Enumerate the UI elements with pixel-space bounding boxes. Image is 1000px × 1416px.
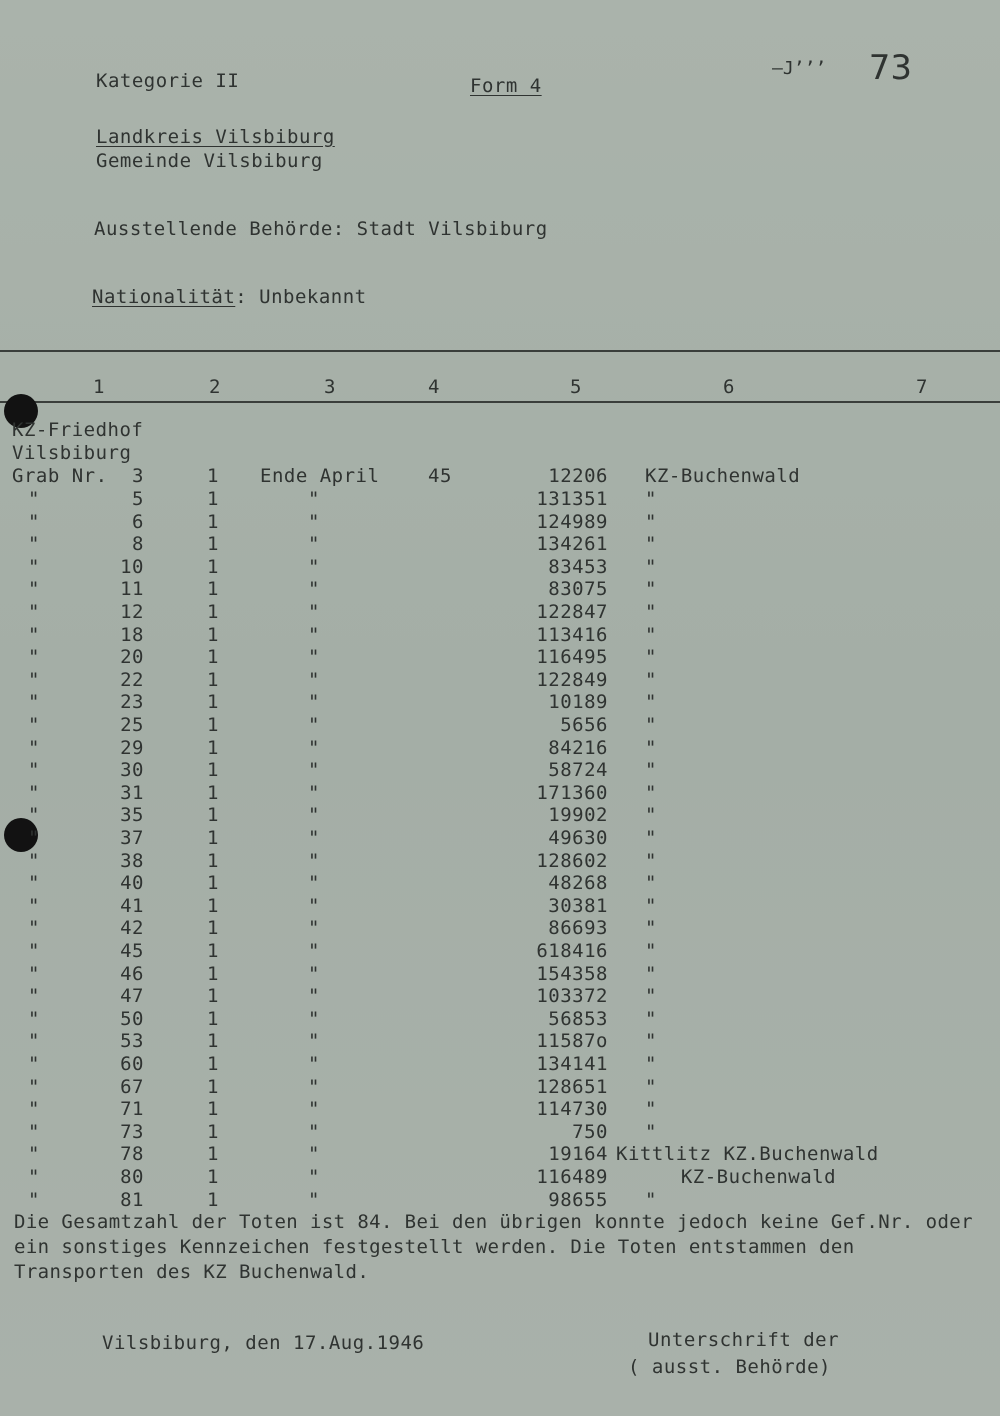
count: 1 [207, 827, 219, 849]
table-row [0, 1008, 1000, 1030]
table-row [0, 759, 1000, 781]
year: 45 [428, 465, 452, 487]
count: 1 [207, 646, 219, 669]
table-top-rule [0, 350, 1000, 352]
ditto-mark: " [28, 1007, 40, 1030]
grave-label: Grab Nr. [12, 465, 108, 487]
count: 1 [207, 578, 219, 601]
ditto-mark: " [28, 578, 40, 601]
ditto-mark: " [28, 668, 40, 691]
location-line-2: Vilsbiburg [12, 442, 132, 464]
count: 1 [207, 714, 219, 736]
table-row [0, 1030, 1000, 1052]
date: " [308, 646, 320, 669]
camp: " [645, 1075, 657, 1098]
prisoner-number: 58724 [548, 759, 608, 782]
grave-number: 42 [120, 917, 144, 940]
prisoner-number: 49630 [548, 827, 608, 849]
date: " [308, 940, 320, 962]
count: 1 [207, 962, 219, 985]
count: 1 [207, 1143, 219, 1166]
table-row [0, 737, 1000, 759]
date: " [308, 1075, 320, 1098]
ditto-mark: " [28, 804, 40, 827]
date: " [308, 894, 320, 917]
table-row [0, 511, 1000, 533]
prisoner-number: 154358 [536, 962, 608, 985]
prisoner-number: 103372 [536, 985, 608, 1008]
count: 1 [207, 1053, 219, 1075]
grave-number: 20 [120, 646, 144, 669]
camp: " [645, 488, 657, 510]
table-row [0, 963, 1000, 985]
date: " [308, 1143, 320, 1166]
grave-number: 71 [120, 1098, 144, 1121]
ditto-mark: " [28, 646, 40, 669]
date: " [308, 1166, 320, 1188]
date: " [308, 714, 320, 736]
date: " [308, 533, 320, 556]
footer-note: Die Gesamtzahl der Toten ist 84. Bei den übrigen konnte jedoch keine Gef.Nr. oder ein sonstiges Kennzeichen festgestellt werden. Die Toten entstammen den Transporten des KZ Buchenwald. [14, 1211, 973, 1283]
ditto-mark: " [28, 917, 40, 940]
count: 1 [207, 781, 219, 804]
ditto-mark: " [28, 1188, 40, 1211]
ditto-mark: " [28, 827, 40, 849]
camp: KZ-Buchenwald [645, 1166, 837, 1188]
location-line-1: KZ-Friedhof [12, 419, 144, 441]
prisoner-number: 98655 [548, 1188, 608, 1211]
date: " [308, 668, 320, 691]
count: 1 [207, 894, 219, 917]
count: 1 [207, 917, 219, 940]
prisoner-number: 86693 [548, 917, 608, 940]
table-row [0, 917, 1000, 939]
grave-number: 41 [120, 894, 144, 917]
date: " [308, 804, 320, 827]
prisoner-number: 122847 [536, 601, 608, 623]
grave-number: 8 [132, 533, 144, 556]
date: " [308, 849, 320, 872]
camp: " [645, 1098, 657, 1121]
form-label: Form 4 [470, 75, 542, 97]
date: " [308, 601, 320, 623]
date: " [308, 510, 320, 533]
count: 1 [207, 736, 219, 759]
date: Ende April [260, 465, 380, 487]
grave-number: 12 [120, 601, 144, 623]
date: " [308, 1098, 320, 1121]
count: 1 [207, 1030, 219, 1053]
prisoner-number: 116495 [536, 646, 608, 669]
camp: " [645, 555, 657, 578]
date: " [308, 623, 320, 646]
grave-number: 45 [120, 940, 144, 962]
grave-number: 80 [120, 1166, 144, 1188]
grave-number: 3 [132, 465, 144, 487]
count: 1 [207, 1188, 219, 1211]
prisoner-number: 114730 [536, 1098, 608, 1121]
camp: " [645, 894, 657, 917]
grave-number: 40 [120, 872, 144, 895]
camp: " [645, 917, 657, 940]
camp: " [645, 940, 657, 962]
place-date: Vilsbiburg, den 17.Aug.1946 [102, 1332, 425, 1354]
grave-number: 6 [132, 510, 144, 533]
prisoner-number: 128651 [536, 1075, 608, 1098]
count: 1 [207, 1120, 219, 1143]
ditto-mark: " [28, 1120, 40, 1143]
count: 1 [207, 668, 219, 691]
prisoner-number: 116489 [536, 1166, 608, 1188]
camp: " [645, 1188, 657, 1211]
date: " [308, 1007, 320, 1030]
table-row [0, 872, 1000, 894]
grave-number: 50 [120, 1007, 144, 1030]
table-row [0, 895, 1000, 917]
prisoner-number: 48268 [548, 872, 608, 895]
grave-number: 11 [120, 578, 144, 601]
count: 1 [207, 1007, 219, 1030]
prisoner-number: 19902 [548, 804, 608, 827]
date: " [308, 827, 320, 849]
date: " [308, 917, 320, 940]
grave-number: 18 [120, 623, 144, 646]
table-row [0, 985, 1000, 1007]
ditto-mark: " [28, 1053, 40, 1075]
prisoner-number: 134141 [536, 1053, 608, 1075]
ditto-mark: " [28, 510, 40, 533]
camp: " [645, 759, 657, 782]
table-row [0, 827, 1000, 849]
grave-number: 30 [120, 759, 144, 782]
count: 1 [207, 804, 219, 827]
nationalitaet-line [92, 286, 367, 308]
prisoner-number: 5656 [560, 714, 608, 736]
prisoner-number: 131351 [536, 488, 608, 510]
prisoner-number: 134261 [536, 533, 608, 556]
table-row-first [0, 465, 1000, 487]
grave-number: 67 [120, 1075, 144, 1098]
table-row [0, 782, 1000, 804]
grave-number: 29 [120, 736, 144, 759]
camp: " [645, 827, 657, 849]
prisoner-number: 84216 [548, 736, 608, 759]
ditto-mark: " [28, 940, 40, 962]
date: " [308, 1188, 320, 1211]
date: " [308, 555, 320, 578]
column-header-4: 4 [428, 376, 440, 398]
count: 1 [207, 488, 219, 510]
grave-number: 25 [120, 714, 144, 736]
grave-number: 5 [132, 488, 144, 510]
page-mark: —J’’’ [772, 58, 827, 79]
camp: " [645, 691, 657, 714]
ditto-mark: " [28, 759, 40, 782]
page-number: 73 [868, 48, 912, 88]
grave-number: 37 [120, 827, 144, 849]
count: 1 [207, 940, 219, 962]
prisoner-number: 30381 [548, 894, 608, 917]
ditto-mark: " [28, 1075, 40, 1098]
gemeinde-label: Gemeinde Vilsbiburg [96, 150, 323, 172]
ditto-mark: " [28, 872, 40, 895]
column-header-3: 3 [324, 376, 336, 398]
table-row [0, 1166, 1000, 1188]
prisoner-number: 171360 [536, 781, 608, 804]
table-row [0, 556, 1000, 578]
count: 1 [207, 623, 219, 646]
ditto-mark: " [28, 736, 40, 759]
prisoner-number: 19164 [548, 1143, 608, 1166]
signature-line-2: ( ausst. Behörde) [628, 1356, 831, 1378]
count: 1 [207, 465, 219, 487]
camp: " [645, 1007, 657, 1030]
camp: " [645, 646, 657, 669]
camp: " [645, 781, 657, 804]
table-row [0, 1053, 1000, 1075]
grave-number: 35 [120, 804, 144, 827]
column-header-1: 1 [93, 376, 105, 398]
ditto-mark: " [28, 691, 40, 714]
ditto-mark: " [28, 488, 40, 510]
prisoner-number: 113416 [536, 623, 608, 646]
prisoner-number: 124989 [536, 510, 608, 533]
landkreis-label: Landkreis Vilsbiburg [96, 126, 335, 148]
camp: " [645, 1053, 657, 1075]
table-row [0, 1121, 1000, 1143]
count: 1 [207, 601, 219, 623]
camp: Kittlitz KZ.Buchenwald [616, 1143, 879, 1166]
grave-number: 47 [120, 985, 144, 1008]
camp: KZ-Buchenwald [645, 465, 801, 487]
camp: " [645, 578, 657, 601]
ditto-mark: " [28, 985, 40, 1008]
camp: " [645, 623, 657, 646]
table-header-rule [0, 401, 1000, 403]
date: " [308, 962, 320, 985]
nationalitaet-label: Nationalität [92, 286, 236, 308]
table-row [0, 691, 1000, 713]
table-row [0, 578, 1000, 600]
grave-number: 60 [120, 1053, 144, 1075]
prisoner-number: 10189 [548, 691, 608, 714]
date: " [308, 781, 320, 804]
table-row [0, 646, 1000, 668]
column-header-6: 6 [723, 376, 735, 398]
ditto-mark: " [28, 1143, 40, 1166]
grave-number: 53 [120, 1030, 144, 1053]
count: 1 [207, 555, 219, 578]
ditto-mark: " [28, 555, 40, 578]
count: 1 [207, 1098, 219, 1121]
prisoner-number: 750 [572, 1120, 608, 1143]
ditto-mark: " [28, 781, 40, 804]
ditto-mark: " [28, 623, 40, 646]
table-row [0, 850, 1000, 872]
ditto-mark: " [28, 601, 40, 623]
camp: " [645, 668, 657, 691]
table-row [0, 533, 1000, 555]
table-row [0, 940, 1000, 962]
count: 1 [207, 510, 219, 533]
table-row [0, 714, 1000, 736]
signature-line-1: Unterschrift der [648, 1329, 840, 1351]
table-row [0, 624, 1000, 646]
date: " [308, 691, 320, 714]
camp: " [645, 962, 657, 985]
camp: " [645, 985, 657, 1008]
ditto-mark: " [28, 1166, 40, 1188]
camp: " [645, 533, 657, 556]
count: 1 [207, 691, 219, 714]
prisoner-number: 128602 [536, 849, 608, 872]
count: 1 [207, 1166, 219, 1188]
date: " [308, 759, 320, 782]
grave-number: 22 [120, 668, 144, 691]
date: " [308, 1053, 320, 1075]
camp: " [645, 849, 657, 872]
camp: " [645, 601, 657, 623]
ditto-mark: " [28, 533, 40, 556]
count: 1 [207, 1075, 219, 1098]
date: " [308, 736, 320, 759]
table-row [0, 488, 1000, 510]
ditto-mark: " [28, 849, 40, 872]
camp: " [645, 872, 657, 895]
behoerde-label: Ausstellende Behörde: Stadt Vilsbiburg [94, 218, 548, 240]
table-row [0, 804, 1000, 826]
column-header-5: 5 [570, 376, 582, 398]
date: " [308, 488, 320, 510]
prisoner-number: 618416 [536, 940, 608, 962]
camp: " [645, 714, 657, 736]
grave-number: 73 [120, 1120, 144, 1143]
grave-number: 81 [120, 1188, 144, 1211]
prisoner-number: 11587o [536, 1030, 608, 1053]
camp: " [645, 510, 657, 533]
grave-number: 10 [120, 555, 144, 578]
camp: " [645, 736, 657, 759]
table-row [0, 601, 1000, 623]
camp: " [645, 1120, 657, 1143]
column-header-7: 7 [916, 376, 928, 398]
table-row [0, 1189, 1000, 1211]
grave-number: 46 [120, 962, 144, 985]
date: " [308, 985, 320, 1008]
prisoner-number: 83453 [548, 555, 608, 578]
count: 1 [207, 849, 219, 872]
date: " [308, 1120, 320, 1143]
grave-number: 78 [120, 1143, 144, 1166]
count: 1 [207, 985, 219, 1008]
nationalitaet-value: : Unbekannt [235, 286, 367, 308]
count: 1 [207, 759, 219, 782]
camp: " [645, 804, 657, 827]
grave-number: 31 [120, 781, 144, 804]
grave-number: 23 [120, 691, 144, 714]
table-row [0, 669, 1000, 691]
kategorie-label: Kategorie II [96, 70, 240, 92]
column-header-2: 2 [209, 376, 221, 398]
table-row [0, 1098, 1000, 1120]
prisoner-number: 122849 [536, 668, 608, 691]
ditto-mark: " [28, 1030, 40, 1053]
count: 1 [207, 872, 219, 895]
prisoner-number: 56853 [548, 1007, 608, 1030]
table-row [0, 1076, 1000, 1098]
ditto-mark: " [28, 714, 40, 736]
count: 1 [207, 533, 219, 556]
camp: " [645, 1030, 657, 1053]
ditto-mark: " [28, 1098, 40, 1121]
grave-number: 38 [120, 849, 144, 872]
table-row [0, 1143, 1000, 1165]
ditto-mark: " [28, 962, 40, 985]
date: " [308, 1030, 320, 1053]
prisoner-number: 12206 [548, 465, 608, 487]
prisoner-number: 83075 [548, 578, 608, 601]
ditto-mark: " [28, 894, 40, 917]
date: " [308, 872, 320, 895]
date: " [308, 578, 320, 601]
